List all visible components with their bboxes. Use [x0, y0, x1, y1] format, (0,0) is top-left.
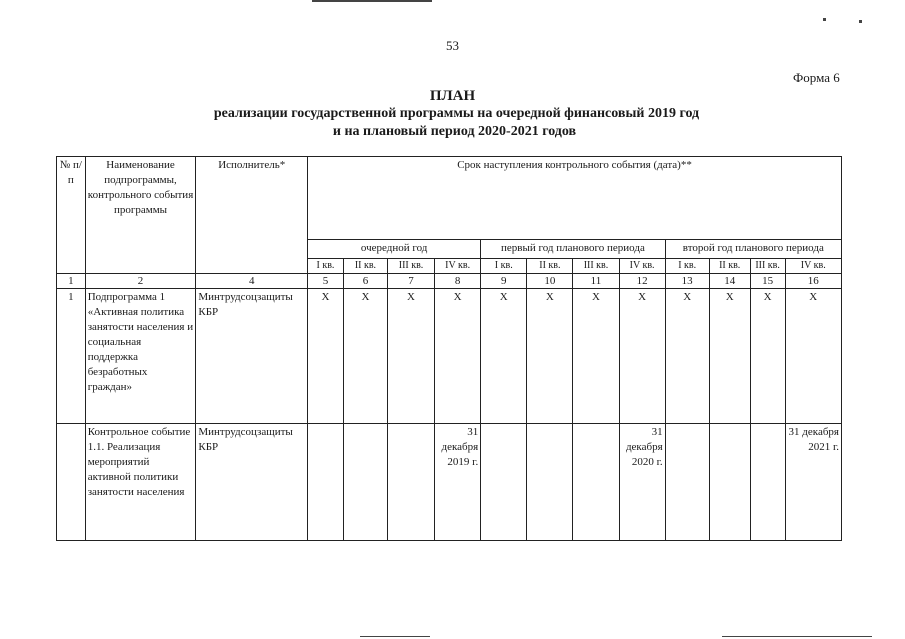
- column-number: 5: [308, 274, 344, 289]
- scan-mark: [722, 636, 872, 637]
- column-number: 8: [435, 274, 481, 289]
- row-num: [57, 424, 86, 541]
- row-quarter-cell: 31 декабря 2020 г.: [619, 424, 665, 541]
- header-name: Наименование подпрограммы, контрольного события программы: [85, 157, 196, 274]
- header-quarter: III кв.: [750, 259, 785, 274]
- plan-table: [56, 156, 842, 541]
- column-number: 9: [481, 274, 527, 289]
- header-deadline: Срок наступления контрольного события (дата)**: [308, 157, 842, 240]
- page-subtitle-line-1: реализации государственной программы на очередной финансовый 2019 год: [213, 106, 700, 121]
- column-number: 6: [343, 274, 387, 289]
- column-number: 10: [527, 274, 573, 289]
- row-quarter-cell: X: [573, 289, 619, 424]
- column-number: 14: [709, 274, 750, 289]
- header-quarter: I кв.: [665, 259, 709, 274]
- row-quarter-cell: [481, 424, 527, 541]
- scan-mark: [823, 18, 826, 21]
- row-quarter-cell: X: [308, 289, 344, 424]
- row-quarter-cell: [573, 424, 619, 541]
- header-executor: Исполнитель*: [196, 157, 308, 274]
- header-quarter: I кв.: [481, 259, 527, 274]
- row-quarter-cell: [750, 424, 785, 541]
- row-quarter-cell: X: [709, 289, 750, 424]
- row-quarter-cell: X: [785, 289, 841, 424]
- row-quarter-cell: X: [527, 289, 573, 424]
- table-row: [57, 424, 842, 541]
- header-quarter: III кв.: [387, 259, 434, 274]
- row-executor: Минтрудсоцзащиты КБР: [196, 424, 308, 541]
- row-quarter-cell: [308, 424, 344, 541]
- row-executor: Минтрудсоцзащиты КБР: [196, 289, 308, 424]
- header-quarter: II кв.: [709, 259, 750, 274]
- column-numbers-row: [57, 274, 842, 289]
- row-quarter-cell: X: [387, 289, 434, 424]
- page-number: 53: [446, 38, 459, 53]
- row-quarter-cell: [343, 424, 387, 541]
- row-quarter-cell: X: [665, 289, 709, 424]
- header-year-current: очередной год: [308, 240, 481, 259]
- header-num: № п/п: [57, 157, 86, 274]
- row-quarter-cell: [665, 424, 709, 541]
- page-title: ПЛАН: [429, 88, 476, 104]
- row-name: Контрольное событие 1.1. Реализация мероприятий активной политики занятости населения: [85, 424, 196, 541]
- header-quarter: II кв.: [343, 259, 387, 274]
- scan-mark: [859, 20, 862, 23]
- table-row: [57, 289, 842, 424]
- scan-mark: [360, 636, 430, 637]
- column-number: 13: [665, 274, 709, 289]
- row-quarter-cell: 31 декабря 2019 г.: [435, 424, 481, 541]
- row-quarter-cell: [709, 424, 750, 541]
- row-quarter-cell: [387, 424, 434, 541]
- column-number: 1: [57, 274, 86, 289]
- column-number: 4: [196, 274, 308, 289]
- row-quarter-cell: X: [343, 289, 387, 424]
- row-quarter-cell: X: [481, 289, 527, 424]
- row-quarter-cell: 31 декабря 2021 г.: [785, 424, 841, 541]
- column-number: 11: [573, 274, 619, 289]
- header-quarter: IV кв.: [435, 259, 481, 274]
- header-row: [57, 157, 842, 240]
- row-quarter-cell: X: [435, 289, 481, 424]
- scan-mark: [312, 0, 432, 2]
- header-year-plan2: второй год планового периода: [665, 240, 841, 259]
- header-quarter: II кв.: [527, 259, 573, 274]
- header-quarter: IV кв.: [619, 259, 665, 274]
- header-quarter: I кв.: [308, 259, 344, 274]
- header-quarter: IV кв.: [785, 259, 841, 274]
- column-number: 2: [85, 274, 196, 289]
- row-num: 1: [57, 289, 86, 424]
- row-name: Подпрограмма 1 «Активная политика занятости населения и социальная поддержка безработных граждан»: [85, 289, 196, 424]
- row-quarter-cell: X: [619, 289, 665, 424]
- column-number: 15: [750, 274, 785, 289]
- header-year-plan1: первый год планового периода: [481, 240, 665, 259]
- row-quarter-cell: [527, 424, 573, 541]
- column-number: 12: [619, 274, 665, 289]
- row-quarter-cell: X: [750, 289, 785, 424]
- form-label: Форма 6: [793, 70, 840, 85]
- header-quarter: III кв.: [573, 259, 619, 274]
- column-number: 7: [387, 274, 434, 289]
- page-subtitle-line-2: и на плановый период 2020-2021 годов: [332, 124, 577, 139]
- column-number: 16: [785, 274, 841, 289]
